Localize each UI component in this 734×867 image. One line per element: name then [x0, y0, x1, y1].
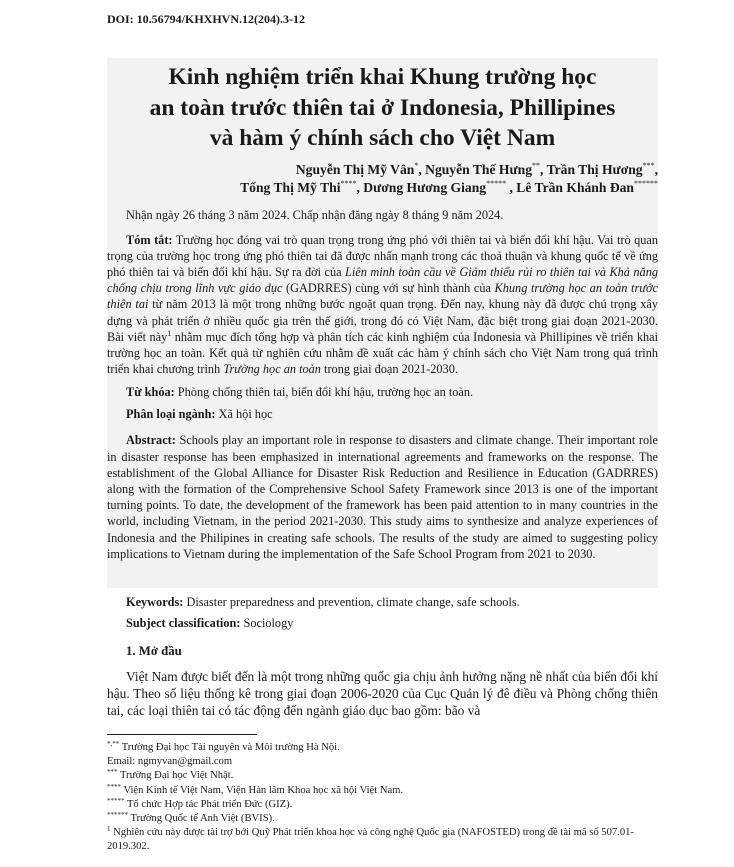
author-mark: ****	[340, 179, 357, 188]
author-separator: ,	[506, 180, 517, 195]
footnote	[107, 769, 658, 783]
article-body	[107, 594, 658, 720]
field-vi-text: Xã hội học	[215, 407, 273, 422]
author-mark: *****	[486, 179, 507, 188]
doi-label: DOI: 10.56794/KHXHVN.12(204).3-12	[107, 12, 305, 26]
keywords-vi-label: Từ khóa:	[126, 385, 175, 400]
footnote	[107, 784, 658, 798]
subject-en-text: Sociology	[240, 616, 294, 630]
summary-vi	[107, 232, 658, 378]
footnote-text: Email: ngmyvan@gmail.com	[107, 756, 233, 768]
footnote	[107, 812, 658, 826]
author-name: Nguyễn Thị Mỹ Vân	[295, 161, 415, 177]
summary-text: từ năm 2013 là một trong những bước ngoặt quan trọng. Đến nay, khung này đã được chú trọng xây dựng và phát triển ở nhiều quốc gia trên thế giới, trong đó có Việt Nam, đặc biệt trong giai đoạn 2021-2030. Bài viết này	[107, 297, 658, 344]
footnote-text: Nghiên cứu này được tài trợ bởi Quỹ Phát triển khoa học và công nghệ Quốc gia (NAFOSTED) trong đề tài mã số 507.01-2019.302.	[107, 827, 634, 853]
author-name: Tống Thị Mỹ Thi	[240, 180, 341, 195]
footnote-ref: 1	[167, 328, 172, 338]
footnote	[107, 826, 658, 854]
author-mark: ***	[642, 160, 655, 170]
footnote-mark: ******	[107, 811, 128, 820]
footnote-text: Trường Quốc tế Anh Việt (BVIS).	[128, 813, 275, 825]
keywords-en	[107, 594, 658, 610]
author-mark: *	[414, 160, 419, 170]
footnote-mark: 1	[107, 825, 111, 834]
author-line	[107, 161, 658, 180]
author-mark: ******	[634, 179, 658, 188]
summary-label: Tóm tắt:	[126, 232, 173, 247]
title-line: an toàn trước thiên tai ở Indonesia, Phillipines	[149, 94, 616, 121]
title-line: Kinh nghiệm triển khai Khung trường học	[168, 64, 597, 90]
author-name: Lê Trần Khánh Đan	[516, 180, 634, 195]
footnote-text: Trường Đại học Việt Nhật.	[117, 770, 234, 782]
author-separator: ,	[356, 180, 364, 195]
footnote-mark: ****	[107, 782, 121, 791]
summary-italic: Khung trường học an toàn trước thiên tai	[107, 281, 658, 312]
summary-text: Trường học đóng vai trò quan trọng trong ứng phó với thiên tai và biến đổi khí hậu. Vai trò quan trọng của trường học trong ứng phó thiên tai đã được nhấn mạnh trong các thoả thuận và khung quốc tế về ứng phó thiên tai và biến đổi khí hậu. Sự ra đời của	[107, 232, 658, 279]
subject-en-label: Subject classification:	[126, 616, 241, 630]
author-separator: ,	[540, 161, 547, 177]
subject-en	[107, 615, 658, 631]
received-dates: Nhận ngày 26 tháng 3 năm 2024. Chấp nhận đăng ngày 8 tháng 9 năm 2024.	[126, 207, 504, 222]
summary-text: nhằm mục đích tổng hợp và phân tích các kinh nghiệm của Indonesia và Phillipines về triển khai trường học an toàn. Kết quả từ nghiên cứu nhằm đề xuất các hàm ý chính sách cho Việt Nam trong quá trình triển khai chương trình	[107, 329, 658, 377]
title-line: và hàm ý chính sách cho Việt Nam	[209, 125, 556, 151]
section-heading: 1. Mở đầu	[126, 644, 182, 658]
author-name: Trần Thị Hương	[546, 161, 643, 177]
abstract-label: Abstract:	[126, 433, 176, 448]
author-mark: **	[532, 160, 540, 170]
section-paragraph: Việt Nam được biết đến là một trong những quốc gia chịu ảnh hưởng nặng nề nhất của biến đổi khí hậu. Theo số liệu thống kê trong giai đoạn 2006-2020 của Cục Quản lý đê điều và Phòng chống thiên tai, các loại thiên tai có tác động đến ngành giáo dục bao gồm: bão và	[107, 669, 658, 719]
footnote	[107, 741, 658, 755]
keywords-vi-text: Phòng chống thiên tai, biến đổi khí hậu, trường học an toàn.	[174, 385, 474, 400]
footnotes	[107, 741, 658, 855]
footnote	[107, 798, 658, 812]
summary-italic: Trường học an toàn	[223, 362, 321, 377]
footnote-text: Trường Đại học Tài nguyên và Môi trường Hà Nội.	[119, 742, 340, 753]
author-separator: ,	[418, 161, 426, 177]
author-name: Dương Hương Giang	[363, 180, 487, 195]
keywords-vi	[107, 384, 658, 400]
abstract-text: Schools play an important role in response to disasters and climate change. Their important role in disaster response has been emphasized in international agreements and frameworks on the response. The establishment of the Global Alliance for Disaster Risk Reduction and Resilience in Education (GADRRES) along with the formation of the Comprehensive School Safety Framework since 2013 is one of the important turning points. To date, the development of the framework has been paid attention to in many countries in the world, including Vietnam, in the period 2021-2030. This study aims to synthesize and analyze experiences of Indonesia and the Philipines in creating safe schools. The results of the study are aimed to suggesting policy implications to Vietnam during the implementation of the Safe School Program from 2021 to 2030.	[107, 433, 658, 561]
footnote-mark: ***	[107, 768, 118, 777]
footnote-mark: *****	[107, 796, 125, 805]
field-vi-label: Phân loại ngành:	[126, 407, 216, 422]
summary-text: trong giai đoạn 2021-2030.	[320, 362, 458, 377]
summary-italic: Liên minh toàn cầu về Giảm thiểu rủi ro thiên tai và Khả năng chống chịu trong lĩnh vực giáo dục	[107, 264, 658, 296]
author-name: Nguyễn Thế Hưng	[425, 161, 532, 177]
footnote-mark: *,**	[107, 740, 120, 748]
keywords-en-text: Disaster preparedness and prevention, climate change, safe schools.	[183, 595, 520, 609]
summary-text: (GADRRES) cùng với sự hình thành của	[282, 281, 495, 296]
footnote	[107, 755, 658, 769]
field-vi	[107, 406, 658, 422]
keywords-en-label: Keywords:	[126, 595, 184, 609]
footnote-text: Tổ chức Hợp tác Phát triển Đức (GIZ).	[124, 798, 293, 810]
author-list	[107, 161, 658, 198]
author-line	[107, 179, 658, 198]
article-title	[107, 58, 658, 154]
author-separator: ,	[654, 161, 658, 177]
article-header	[107, 58, 658, 562]
footnote-divider	[107, 734, 257, 735]
abstract-en	[107, 432, 658, 562]
footnote-text: Viện Kinh tế Việt Nam, Viện Hàn lâm Khoa học xã hội Việt Nam.	[121, 784, 404, 796]
